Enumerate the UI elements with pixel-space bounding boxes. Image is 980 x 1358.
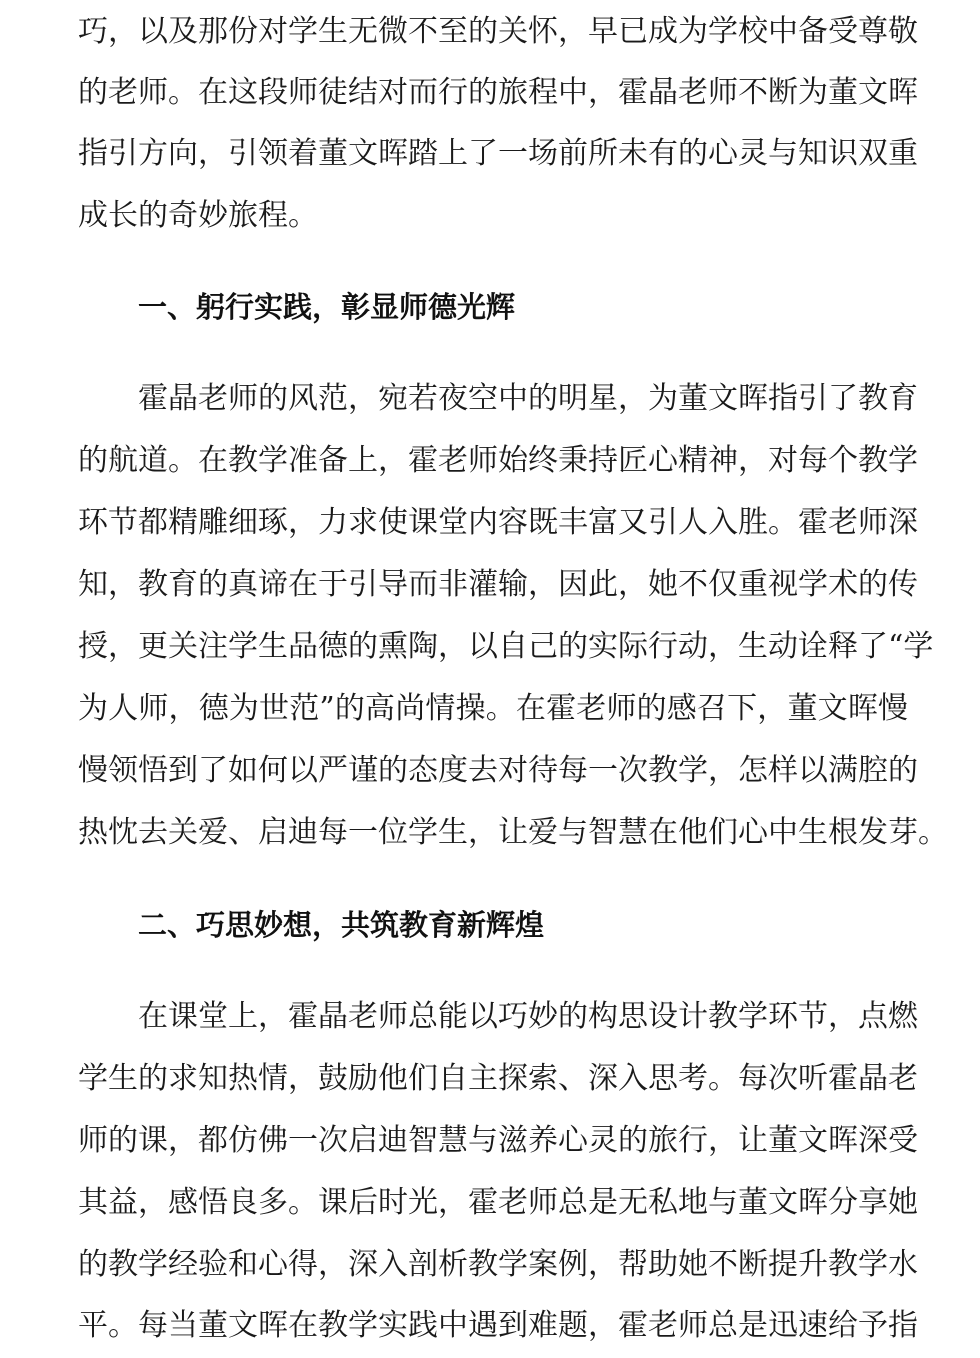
section-2-line-3: 师的课，都仿佛一次启迪智慧与滋养心灵的旅行，让董文晖深受 <box>78 1123 918 1158</box>
section-2-line-2: 学生的求知热情，鼓励他们自主探索、深入思考。每次听霍晶老 <box>78 1061 918 1096</box>
section-2-line-1: 在课堂上，霍晶老师总能以巧妙的构思设计教学环节，点燃 <box>138 999 918 1034</box>
section-1-heading: 一、躬行实践，彰显师德光辉 <box>138 290 516 324</box>
section-1-line-1: 霍晶老师的风范，宛若夜空中的明星，为董文晖指引了教育 <box>138 381 918 416</box>
section-1-line-6: 为人师，德为世范”的高尚情操。在霍老师的感召下，董文晖慢 <box>78 691 908 726</box>
section-2-line-6: 平。每当董文晖在教学实践中遇到难题，霍老师总是迅速给予指 <box>78 1308 918 1343</box>
intro-line-1: 巧，以及那份对学生无微不至的关怀，早已成为学校中备受尊敬 <box>78 14 918 49</box>
intro-line-4: 成长的奇妙旅程。 <box>78 198 318 233</box>
section-1-line-2: 的航道。在教学准备上，霍老师始终秉持匠心精神，对每个教学 <box>78 443 918 478</box>
intro-line-3: 指引方向，引领着董文晖踏上了一场前所未有的心灵与知识双重 <box>78 136 918 171</box>
section-1-line-8: 热忱去关爱、启迪每一位学生，让爱与智慧在他们心中生根发芽。 <box>78 815 948 850</box>
intro-line-2: 的老师。在这段师徒结对而行的旅程中，霍晶老师不断为董文晖 <box>78 75 918 110</box>
section-1-line-5: 授，更关注学生品德的熏陶，以自己的实际行动，生动诠释了“学 <box>78 629 934 664</box>
section-2-line-4: 其益，感悟良多。课后时光，霍老师总是无私地与董文晖分享她 <box>78 1185 918 1220</box>
section-2-heading: 二、巧思妙想，共筑教育新辉煌 <box>138 908 545 942</box>
section-1-line-7: 慢领悟到了如何以严谨的态度去对待每一次教学，怎样以满腔的 <box>78 753 918 788</box>
section-1-line-4: 知，教育的真谛在于引导而非灌输，因此，她不仅重视学术的传 <box>78 567 918 602</box>
section-1-line-3: 环节都精雕细琢，力求使课堂内容既丰富又引人入胜。霍老师深 <box>78 505 918 540</box>
section-2-line-5: 的教学经验和心得，深入剖析教学案例，帮助她不断提升教学水 <box>78 1247 918 1282</box>
